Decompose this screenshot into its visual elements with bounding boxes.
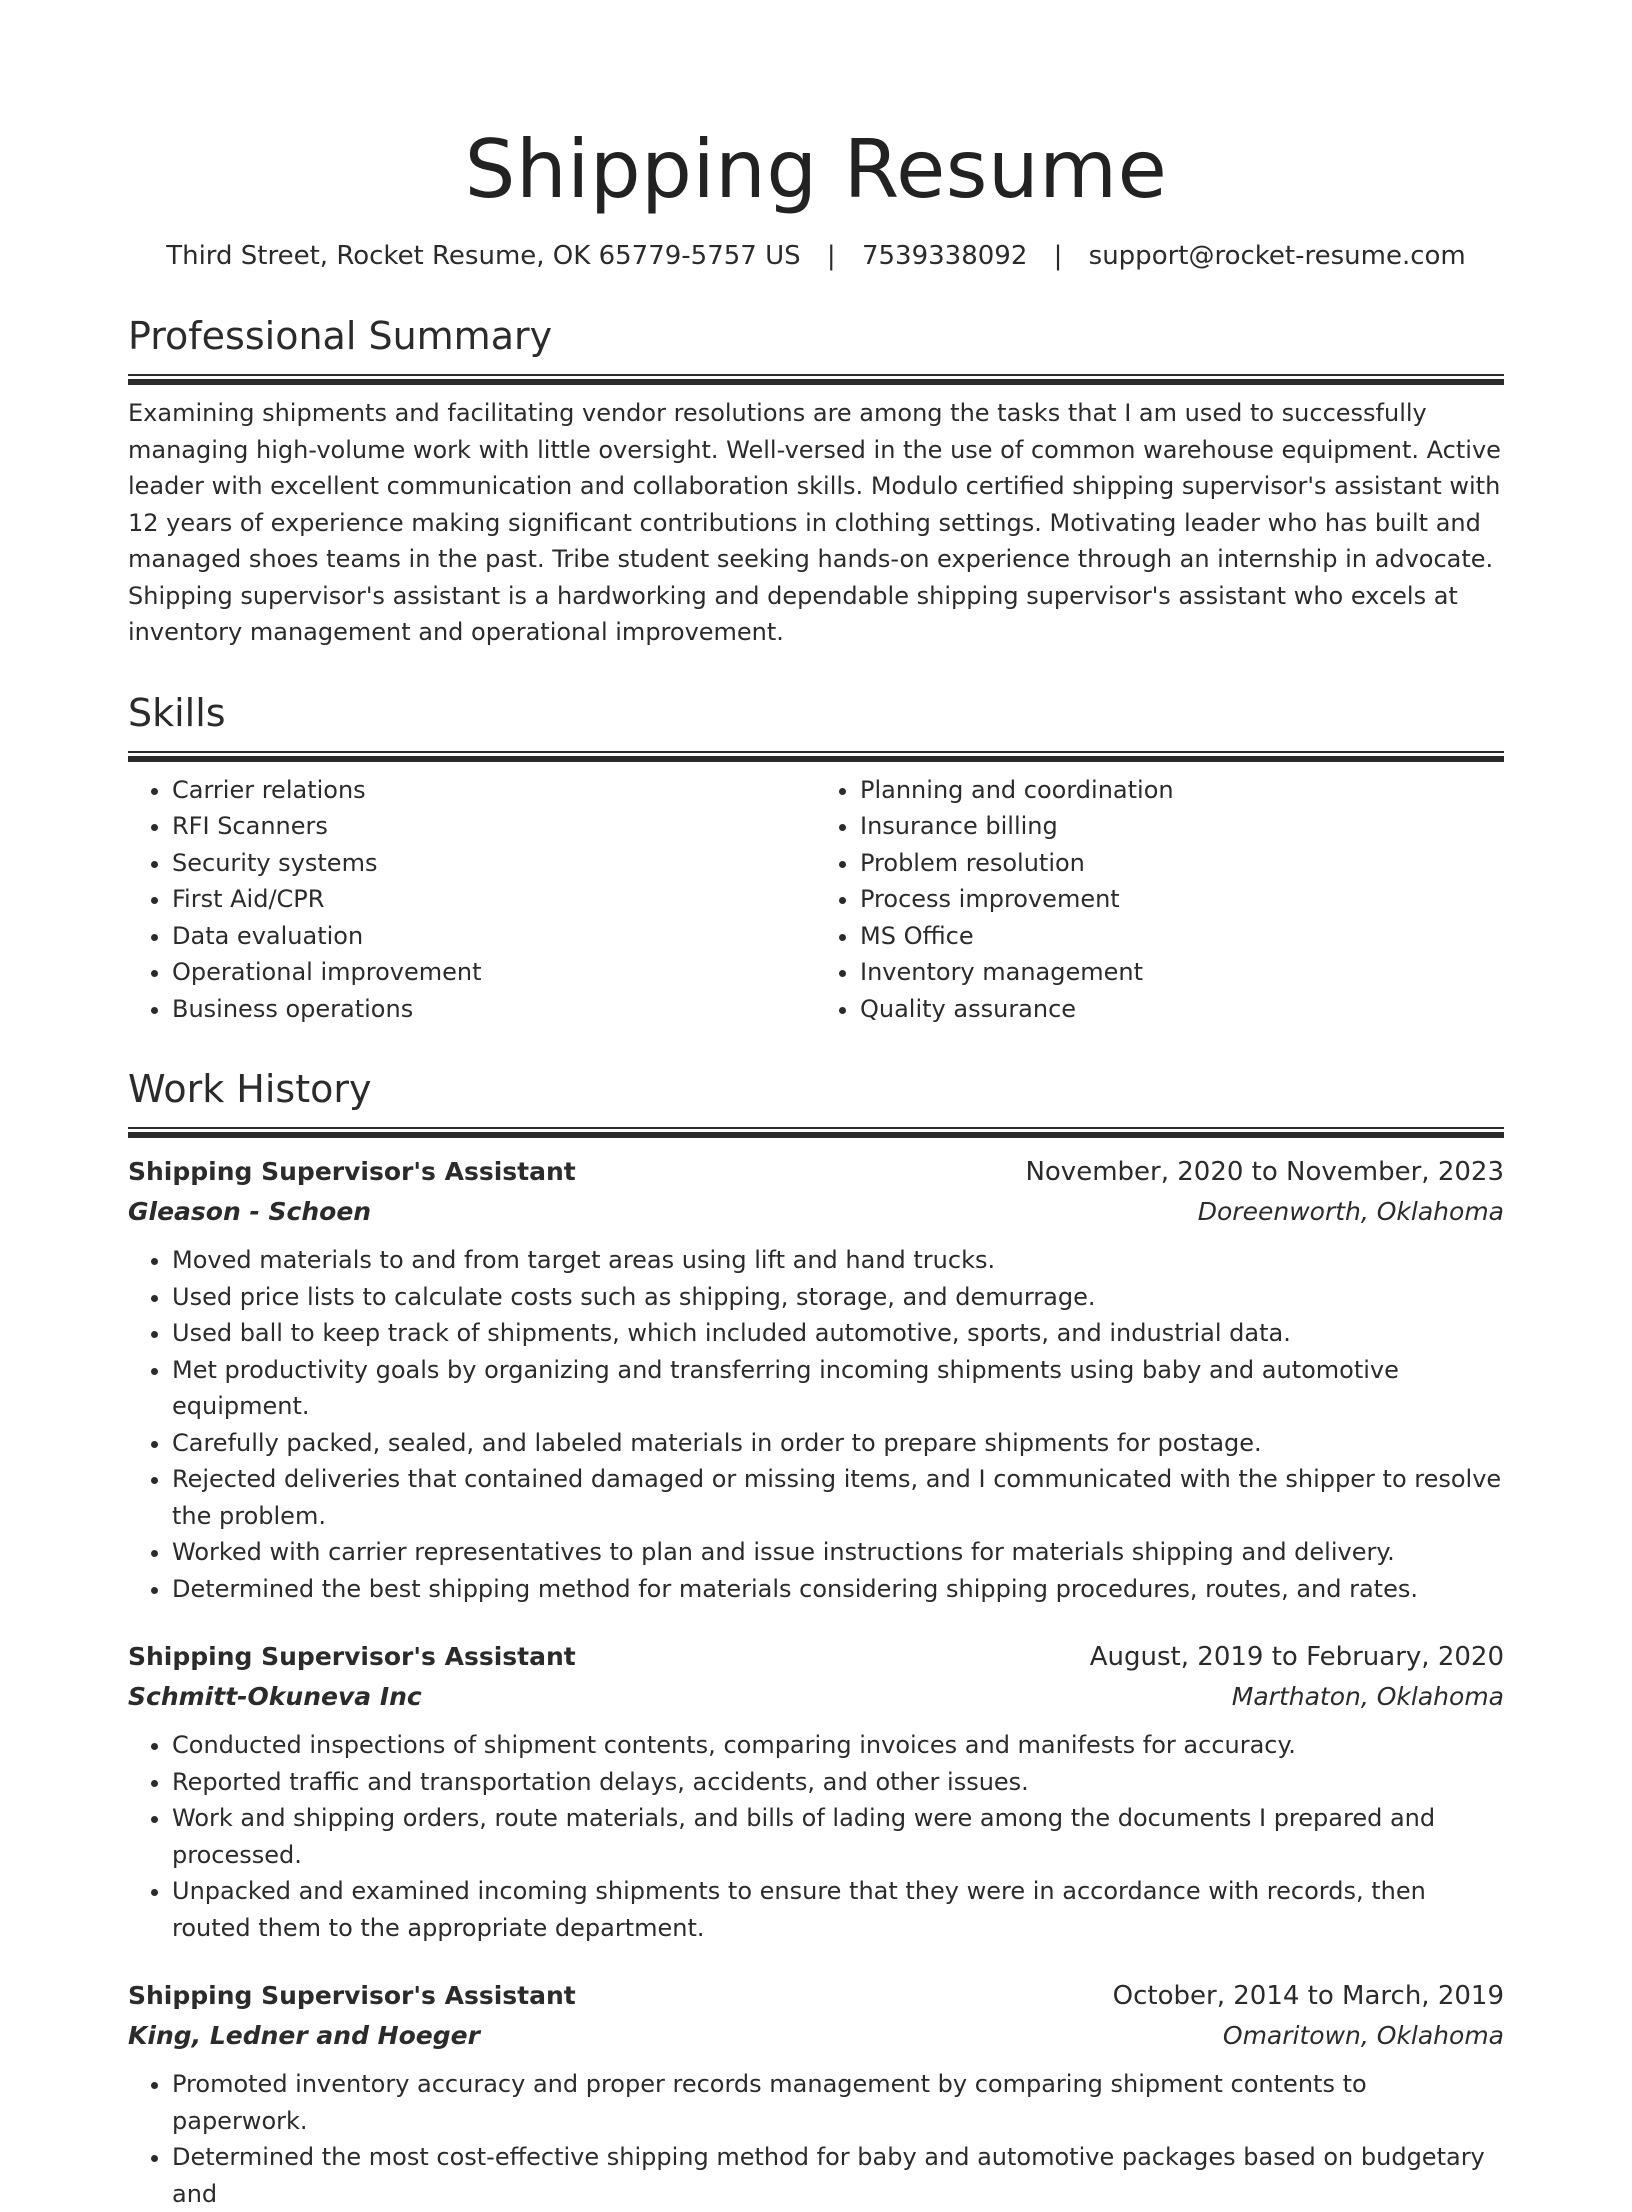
job-dates: November, 2020 to November, 2023: [1025, 1157, 1504, 1187]
resume-name: Shipping Resume: [464, 123, 1168, 216]
skill-item: • Insurance billing: [860, 808, 1504, 845]
job-bullet: • Moved materials to and from target areas using lift and hand trucks.: [172, 1242, 1504, 1279]
skills-columns: [128, 772, 1504, 1028]
job-bullet: • Carefully packed, sealed, and labeled materials in order to prepare shipments for postage.: [172, 1425, 1504, 1462]
job-bullet: • Rejected deliveries that contained damaged or missing items, and I communicated with the shipper to resolve the problem.: [172, 1461, 1504, 1534]
skill-item: • Inventory management: [860, 954, 1504, 991]
skill-item: • Problem resolution: [860, 845, 1504, 882]
professional-summary-section: [128, 312, 1504, 651]
skill-item: • Business operations: [172, 991, 816, 1028]
job-location: Omaritown, Oklahoma: [1222, 2021, 1504, 2050]
section-divider: [128, 374, 1504, 385]
section-title-summary: Professional Summary: [128, 314, 553, 358]
job-bullets: [128, 1242, 1504, 1607]
summary-text: Examining shipments and facilitating vendor resolutions are among the tasks that I am used to successfully managing high-volume work with little oversight. Well-versed in the use of common warehouse equipment. Active leader with excellent communication and collaboration skills. Modulo certified shipping supervisor's assistant with 12 years of experience making significant contributions in clothing settings. Motivating leader who has built and managed shoes teams in the past. Tribe student seeking hands-on experience through an internship in advocate. Shipping supervisor's assistant is a hardworking and dependable shipping supervisor's assistant who excels at inventory management and operational improvement.: [128, 399, 1501, 646]
resume-page: [128, 0, 1504, 2212]
job-bullets: [128, 2066, 1504, 2212]
contact-line: [128, 238, 1504, 274]
job-entry: [128, 1976, 1504, 2212]
skills-list-left: [128, 772, 816, 1028]
skill-item: • Quality assurance: [860, 991, 1504, 1028]
contact-phone: 7539338092: [861, 241, 1028, 271]
job-bullet: • Determined the best shipping method for materials considering shipping procedures, routes, and rates.: [172, 1571, 1504, 1608]
skills-section: [128, 689, 1504, 1028]
skill-item: • RFI Scanners: [172, 808, 816, 845]
skill-item: • Process improvement: [860, 881, 1504, 918]
job-title: Shipping Supervisor's Assistant: [128, 1642, 576, 1671]
skill-item: • Carrier relations: [172, 772, 816, 809]
skills-list-right: [816, 772, 1504, 1028]
job-entry: [128, 1637, 1504, 1946]
job-location: Marthaton, Oklahoma: [1231, 1682, 1504, 1711]
job-bullet: • Reported traffic and transportation delays, accidents, and other issues.: [172, 1764, 1504, 1801]
job-bullet: • Used price lists to calculate costs such as shipping, storage, and demurrage.: [172, 1279, 1504, 1316]
contact-email: support@rocket-resume.com: [1088, 241, 1466, 271]
job-company: Schmitt-Okuneva Inc: [128, 1682, 422, 1711]
section-title-work-history: Work History: [128, 1067, 372, 1111]
job-header: [128, 1637, 1504, 1677]
work-history-section: [128, 1065, 1504, 2212]
job-company: Gleason - Schoen: [128, 1197, 372, 1226]
job-bullet: • Determined the most cost-effective shipping method for baby and automotive packages based on budgetary and: [172, 2139, 1504, 2212]
job-dates: October, 2014 to March, 2019: [1112, 1981, 1504, 2011]
job-bullet: • Unpacked and examined incoming shipments to ensure that they were in accordance with records, then routed them to the appropriate department.: [172, 1873, 1504, 1946]
job-bullet: • Worked with carrier representatives to plan and issue instructions for materials shipping and delivery.: [172, 1534, 1504, 1571]
job-subheader: [128, 1677, 1504, 1717]
job-bullet: • Conducted inspections of shipment contents, comparing invoices and manifests for accuracy.: [172, 1727, 1504, 1764]
job-entry: [128, 1152, 1504, 1607]
job-title: Shipping Supervisor's Assistant: [128, 1981, 576, 2010]
skill-item: • First Aid/CPR: [172, 881, 816, 918]
contact-separator: |: [826, 241, 836, 271]
skill-item: • Data evaluation: [172, 918, 816, 955]
job-header: [128, 1152, 1504, 1192]
section-divider: [128, 751, 1504, 762]
job-subheader: [128, 1192, 1504, 1232]
skill-item: • MS Office: [860, 918, 1504, 955]
job-dates: August, 2019 to February, 2020: [1089, 1642, 1504, 1672]
job-subheader: [128, 2016, 1504, 2056]
job-bullet: • Promoted inventory accuracy and proper records management by comparing shipment contents to paperwork.: [172, 2066, 1504, 2139]
skill-item: • Planning and coordination: [860, 772, 1504, 809]
job-title: Shipping Supervisor's Assistant: [128, 1157, 576, 1186]
contact-address: Third Street, Rocket Resume, OK 65779-5757 US: [166, 241, 801, 271]
job-company: King, Ledner and Hoeger: [128, 2021, 480, 2050]
skill-item: • Security systems: [172, 845, 816, 882]
job-bullet: • Used ball to keep track of shipments, which included automotive, sports, and industrial data.: [172, 1315, 1504, 1352]
job-location: Doreenworth, Oklahoma: [1197, 1197, 1504, 1226]
job-bullets: [128, 1727, 1504, 1946]
section-title-skills: Skills: [128, 690, 226, 735]
section-divider: [128, 1127, 1504, 1138]
skill-item: • Operational improvement: [172, 954, 816, 991]
job-header: [128, 1976, 1504, 2016]
contact-separator: |: [1053, 241, 1063, 271]
job-bullet: • Work and shipping orders, route materials, and bills of lading were among the documents I prepared and processed.: [172, 1800, 1504, 1873]
job-bullet: • Met productivity goals by organizing and transferring incoming shipments using baby and automotive equipment.: [172, 1352, 1504, 1425]
